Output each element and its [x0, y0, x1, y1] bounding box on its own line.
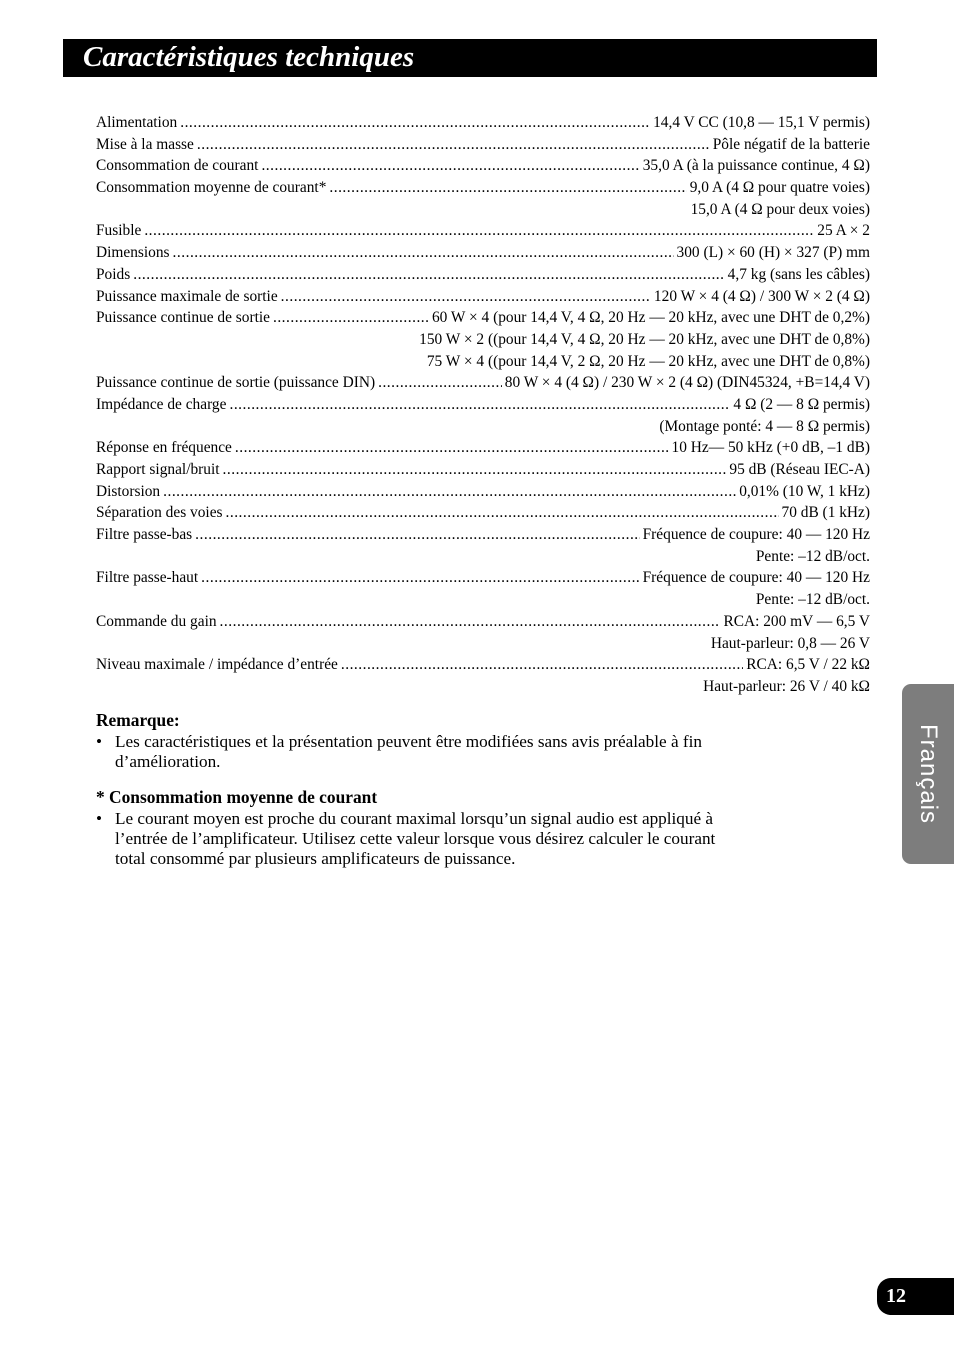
- spec-value: 4,7 kg (sans les câbles): [727, 265, 870, 283]
- spec-value: RCA: 200 mV — 6,5 V: [723, 612, 870, 630]
- spec-row: [96, 394, 870, 416]
- spec-row: [96, 459, 870, 481]
- dot-leader: [341, 654, 743, 676]
- language-tab: [902, 684, 954, 864]
- spec-value: 120 W × 4 (4 Ω) / 300 W × 2 (4 Ω): [653, 287, 870, 305]
- spec-row: [96, 567, 870, 589]
- spec-row: [96, 199, 870, 221]
- spec-label: Rapport signal/bruit: [96, 461, 220, 478]
- spec-row: [96, 329, 870, 351]
- spec-row: [96, 524, 870, 546]
- spec-value: 150 W × 2 ((pour 14,4 V, 4 Ω, 20 Hz — 20 kHz, avec une DHT de 0,8%): [419, 330, 870, 348]
- spec-value: 70 dB (1 kHz): [781, 504, 870, 522]
- spec-row: [96, 416, 870, 438]
- spec-value: 0,01% (10 W, 1 kHz): [739, 482, 870, 500]
- dot-leader: [133, 264, 724, 286]
- spec-row: [96, 589, 870, 611]
- spec-label: Puissance continue de sortie (puissance DIN): [96, 374, 376, 392]
- dot-leader: [226, 502, 779, 524]
- spec-value: Haut-parleur: 26 V / 40 kΩ: [703, 677, 870, 695]
- note-consommation: [96, 786, 736, 869]
- spec-row: [96, 155, 870, 177]
- dot-leader: [197, 134, 710, 156]
- page-number-tab: [877, 1278, 954, 1315]
- spec-value: 60 W × 4 (pour 14,4 V, 4 Ω, 20 Hz — 20 kHz, avec une DHT de 0,2%): [431, 309, 870, 327]
- spec-label: Distorsion: [96, 482, 161, 500]
- spec-row: [96, 437, 870, 459]
- language-label: Français: [915, 723, 942, 825]
- spec-row: [96, 546, 870, 568]
- spec-label: Dimensions: [96, 244, 170, 262]
- spec-label: Impédance de charge: [96, 395, 227, 413]
- note-heading: * Consommation moyenne de courant: [96, 787, 378, 807]
- spec-value: (Montage ponté: 4 — 8 Ω permis): [659, 417, 870, 435]
- spec-row: [96, 177, 870, 199]
- dot-leader: [229, 394, 730, 416]
- spec-row: [96, 220, 870, 242]
- dot-leader: [144, 220, 814, 242]
- spec-row: [96, 112, 870, 134]
- spec-label: Poids: [96, 265, 131, 283]
- spec-label: Consommation moyenne de courant*: [96, 179, 327, 197]
- spec-value: 25 A × 2: [817, 222, 870, 240]
- spec-value: Pôle négatif de la batterie: [712, 135, 870, 153]
- bullet-marker: •: [96, 809, 103, 828]
- spec-value: 15,0 A (4 Ω pour deux voies): [690, 200, 870, 218]
- spec-row: [96, 286, 870, 308]
- spec-label: Puissance maximale de sortie: [96, 287, 278, 305]
- spec-label: Mise à la masse: [96, 135, 194, 153]
- spec-row: [96, 481, 870, 503]
- spec-value: 35,0 A (à la puissance continue, 4 Ω): [642, 157, 870, 175]
- spec-value: 80 W × 4 (4 Ω) / 230 W × 2 (4 Ω) (DIN45324, +B=14,4 V): [504, 374, 870, 392]
- spec-label: Fusible: [96, 222, 142, 240]
- spec-row: [96, 351, 870, 373]
- dot-leader: [378, 372, 502, 394]
- note-text: Le courant moyen est proche du courant maximal lorsqu’un signal audio est appliqué à l’entrée de l’amplificateur. Utilisez cette valeur lorsque vous désirez calculer le courant total consommé par plusieurs amplificateurs de puissance.: [115, 809, 716, 868]
- dot-leader: [163, 481, 736, 503]
- dot-leader: [235, 437, 669, 459]
- bullet-marker: •: [96, 732, 103, 751]
- spec-value: 10 Hz— 50 kHz (+0 dB, –1 dB): [671, 439, 870, 457]
- spec-value: 75 W × 4 ((pour 14,4 V, 2 Ω, 20 Hz — 20 kHz, avec une DHT de 0,8%): [426, 352, 870, 370]
- spec-label: Filtre passe-haut: [96, 569, 199, 587]
- note-bullet: [96, 732, 736, 772]
- spec-value: 14,4 V CC (10,8 — 15,1 V permis): [653, 114, 870, 131]
- page-number: 12: [886, 1285, 906, 1307]
- spec-value: 95 dB (Réseau IEC-A): [729, 461, 870, 478]
- spec-value: 4 Ω (2 — 8 Ω permis): [733, 395, 870, 413]
- dot-leader: [180, 112, 650, 134]
- spec-label: Niveau maximale / impédance d’entrée: [96, 656, 338, 674]
- spec-row: [96, 264, 870, 286]
- specifications-list: [96, 112, 870, 698]
- spec-value: Fréquence de coupure: 40 — 120 Hz: [642, 569, 870, 587]
- spec-row: [96, 611, 870, 633]
- dot-leader: [201, 567, 639, 589]
- spec-value: RCA: 6,5 V / 22 kΩ: [746, 656, 870, 674]
- spec-value: 9,0 A (4 Ω pour quatre voies): [689, 179, 870, 197]
- title-bar: [63, 39, 877, 77]
- spec-label: Alimentation: [96, 114, 178, 131]
- spec-row: [96, 676, 870, 698]
- spec-label: Séparation des voies: [96, 504, 223, 522]
- dot-leader: [223, 459, 727, 481]
- spec-label: Réponse en fréquence: [96, 439, 232, 457]
- spec-label: Consommation de courant: [96, 157, 259, 175]
- spec-label: Commande du gain: [96, 612, 217, 630]
- spec-value: 300 (L) × 60 (H) × 327 (P) mm: [676, 244, 870, 262]
- dot-leader: [220, 611, 721, 633]
- dot-leader: [329, 177, 686, 199]
- spec-row: [96, 372, 870, 394]
- page-title: Caractéristiques techniques: [83, 41, 415, 73]
- note-bullet: [96, 809, 736, 869]
- note-remarque: [96, 709, 736, 772]
- note-heading: Remarque:: [96, 710, 180, 730]
- dot-leader: [273, 307, 429, 329]
- dot-leader: [195, 524, 639, 546]
- spec-row: [96, 633, 870, 655]
- spec-row: [96, 134, 870, 156]
- spec-row: [96, 307, 870, 329]
- dot-leader: [173, 242, 674, 264]
- dot-leader: [261, 155, 639, 177]
- dot-leader: [281, 286, 651, 308]
- spec-value: Fréquence de coupure: 40 — 120 Hz: [642, 526, 870, 544]
- spec-row: [96, 242, 870, 264]
- spec-row: [96, 502, 870, 524]
- spec-value: Pente: –12 dB/oct.: [755, 591, 870, 609]
- spec-label: Puissance continue de sortie: [96, 309, 270, 327]
- spec-row: [96, 654, 870, 676]
- spec-label: Filtre passe-bas: [96, 526, 193, 544]
- note-text: Les caractéristiques et la présentation peuvent être modifiées sans avis préalable à fin d’amélioration.: [115, 732, 702, 771]
- spec-value: Pente: –12 dB/oct.: [755, 547, 870, 565]
- spec-value: Haut-parleur: 0,8 — 26 V: [710, 634, 870, 652]
